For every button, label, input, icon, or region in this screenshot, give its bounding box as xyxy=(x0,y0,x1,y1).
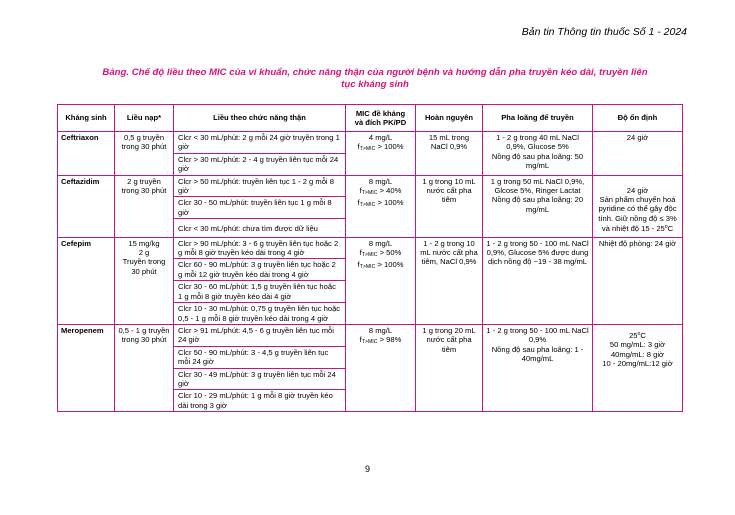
caption-line-1: Bảng. Chế độ liều theo MIC của vi khuẩn, chức năng thận của người bệnh và hướng dẫn pha truyền kéo dài, truyền liên xyxy=(102,67,648,78)
drug-name: Cefepim xyxy=(58,237,115,324)
renal-dose: Clcr 30 - 60 mL/phút: 1,5 g truyền liên tục hoặc 1 g mỗi 8 giờ truyền kéo dài 4 giờ xyxy=(174,281,346,303)
drug-name: Ceftriaxon xyxy=(58,132,115,176)
mic-target: 8 mg/L fT>MIC > 98% xyxy=(346,324,416,411)
renal-dose: Clcr 10 - 30 mL/phút: 0,75 g truyền liên tục hoặc 0,5 - 1 g mỗi 8 giờ truyền kéo dài trong 4 giờ xyxy=(174,303,346,325)
loading-dose: 0,5 - 1 g truyền trong 30 phút xyxy=(115,324,174,411)
table-row xyxy=(58,175,683,197)
mic-target: 8 mg/L fT>MIC > 40% fT>MIC > 100% xyxy=(346,175,416,237)
reconstitution: 1 g trong 20 mL nước cất pha tiêm xyxy=(416,324,483,411)
loading-dose: 0,5 g truyền trong 30 phút xyxy=(115,132,174,176)
dilution: 1 g trong 50 mL NaCl 0,9%, Glcose 5%, Ringer Lactat Nồng độ sau pha loãng: 20 mg/mL xyxy=(483,175,593,237)
header-dilution: Pha loãng để truyền xyxy=(483,105,593,132)
loading-dose: 15 mg/kg 2 g Truyền trong 30 phút xyxy=(115,237,174,324)
renal-dose: Clcr 30 - 50 mL/phút: truyền liên tục 1 g mỗi 8 giờ xyxy=(174,197,346,219)
bulletin-header: Bản tin Thông tin thuốc Số 1 - 2024 xyxy=(521,26,687,38)
header-renal-dose: Liều theo chức năng thận xyxy=(174,105,346,132)
renal-dose: Clcr < 30 mL/phút: chưa tìm được dữ liệu xyxy=(174,219,346,237)
caption-line-2: tục kháng sinh xyxy=(341,79,409,90)
table-header-row xyxy=(58,105,683,132)
header-stability: Độ ổn định xyxy=(593,105,683,132)
stability: Nhiệt độ phòng: 24 giờ xyxy=(593,237,683,324)
renal-dose: Clcr 30 - 49 mL/phút: 3 g truyền liên tục mỗi 24 giờ xyxy=(174,368,346,390)
renal-dose: Clcr > 90 mL/phút: 3 - 6 g truyền liên tục hoặc 2 g mỗi 8 giờ truyền kéo dài trong 4 giờ xyxy=(174,237,346,259)
renal-dose: Clcr 60 - 90 mL/phút: 3 g truyền liên tục hoặc 2 g mỗi 12 giờ truyền kéo dài trong 4 giờ xyxy=(174,259,346,281)
drug-name: Ceftazidim xyxy=(58,175,115,237)
reconstitution: 15 mL trong NaCl 0,9% xyxy=(416,132,483,176)
header-mic: MIC đề kháng và đích PK/PD xyxy=(346,105,416,132)
stability: 24 giờ Sản phẩm chuyển hoá pyridine có thể gây độc tính. Giữ nồng độ ≤ 3% và nhiệt độ 15 - 25$^o$C xyxy=(593,175,683,237)
renal-dose: Clcr > 30 mL/phút: 2 - 4 g truyền liên tục mỗi 24 giờ xyxy=(174,153,346,175)
renal-dose: Clcr < 30 mL/phút: 2 g mỗi 24 giờ truyền trong 1 giờ xyxy=(174,132,346,154)
table-row xyxy=(58,237,683,259)
table-caption xyxy=(70,67,680,91)
reconstitution: 1 - 2 g trong 10 mL nước cất pha tiêm, NaCl 0,9% xyxy=(416,237,483,324)
header-loading-dose: Liều nạp* xyxy=(115,105,174,132)
renal-dose: Clcr 50 - 90 mL/phút: 3 - 4,5 g truyền liên tục mỗi 24 giờ xyxy=(174,346,346,368)
stability: 25$^o$C 50 mg/mL: 3 giờ 40mg/mL: 8 giờ 10 - 20mg/mL:12 giờ xyxy=(593,324,683,411)
dilution: 1 - 2 g trong 50 - 100 mL NaCl 0,9%, Glucose 5% được dung dịch nồng độ ~19 - 38 mg/mL xyxy=(483,237,593,324)
drug-name: Meropenem xyxy=(58,324,115,411)
renal-dose: Clcr 10 - 29 mL/phút: 1 g mỗi 8 giờ truyền kéo dài trong 3 giờ xyxy=(174,390,346,412)
dosing-table xyxy=(57,104,683,412)
table-row xyxy=(58,132,683,154)
table-row xyxy=(58,324,683,346)
mic-target: 8 mg/L fT>MIC > 50% fT>MIC > 100% xyxy=(346,237,416,324)
renal-dose: Clcr > 91 mL/phút: 4,5 - 6 g truyền liên tục mỗi 24 giờ xyxy=(174,324,346,346)
header-drug: Kháng sinh xyxy=(58,105,115,132)
page-number: 9 xyxy=(364,464,370,474)
renal-dose: Clcr > 50 mL/phút: truyền liên tục 1 - 2 g mỗi 8 giờ xyxy=(174,175,346,197)
header-reconstitution: Hoàn nguyên xyxy=(416,105,483,132)
dilution: 1 - 2 g trong 50 - 100 mL NaCl 0,9% Nồng độ sau pha loãng: 1 - 40mg/mL xyxy=(483,324,593,411)
reconstitution: 1 g trong 10 mL nước cất pha tiêm xyxy=(416,175,483,237)
loading-dose: 2 g truyền trong 30 phút xyxy=(115,175,174,237)
stability: 24 giờ xyxy=(593,132,683,176)
dilution: 1 - 2 g trong 40 mL NaCl 0,9%, Glucose 5% Nồng độ sau pha loãng: 50 mg/mL xyxy=(483,132,593,176)
mic-target: 4 mg/L fT>MIC > 100% xyxy=(346,132,416,176)
